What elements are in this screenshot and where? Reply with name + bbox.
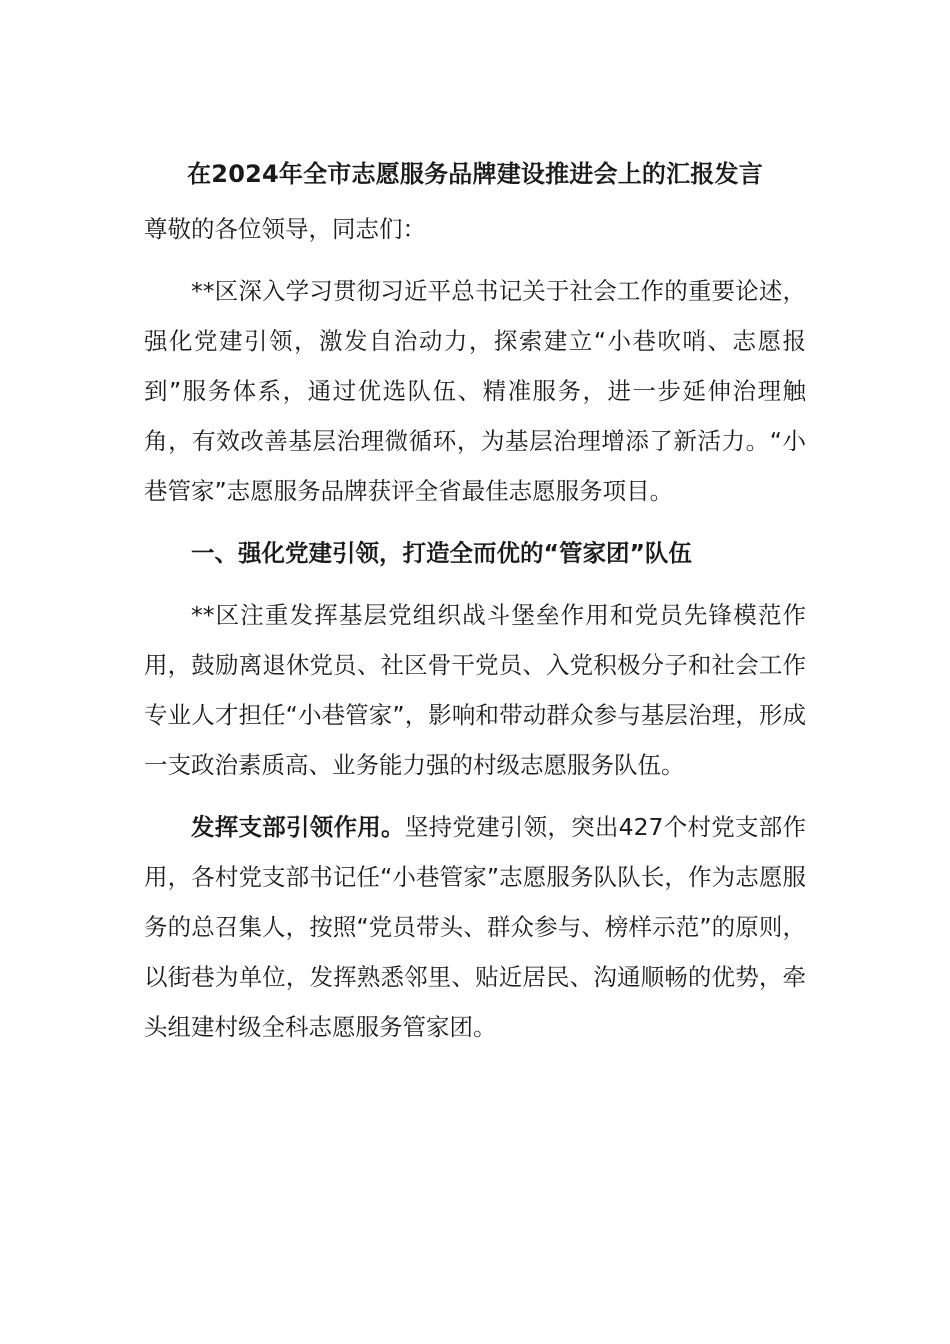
intro-paragraph: **区深入学习贯彻习近平总书记关于社会工作的重要论述，强化党建引领，激发自治动力，探索建立“小巷吹哨、志愿报到”服务体系，通过优选队伍、精准服务，进一步延伸治理触角，有效改善基层治理微循环，为基层治理增添了新活力。“小巷管家”志愿服务品牌获评全省最佳志愿服务项目。 <box>144 277 806 505</box>
salutation: 尊敬的各位领导，同志们： <box>144 215 426 243</box>
point-1-paragraph <box>144 802 806 1052</box>
document-title: 在2024年全市志愿服务品牌建设推进会上的汇报发言 <box>187 160 763 188</box>
document-body <box>144 152 806 1064</box>
section-1-paragraph: **区注重发挥基层党组织战斗堡垒作用和党员先锋模范作用，鼓励离退休党员、社区骨干党员、入党积极分子和社会工作专业人才担任“小巷管家”，影响和带动群众参与基层治理，形成一支政治素质高、业务能力强的村级志愿服务队伍。 <box>144 601 806 779</box>
section-heading-1: 一、强化党建引领，打造全而优的“管家团”队伍 <box>191 539 692 567</box>
point-1-lead: 发挥支部引领作用。 <box>191 813 405 841</box>
point-1-body: 坚持党建引领，突出427个村党支部作用，各村党支部书记任“小巷管家”志愿服务队队长，作为志愿服务的总召集人，按照“党员带头、群众参与、榜样示范”的原则，以街巷为单位，发挥熟悉邻里、贴近居民、沟通顺畅的优势，牵头组建村级全科志愿服务管家团。 <box>144 813 807 1041</box>
